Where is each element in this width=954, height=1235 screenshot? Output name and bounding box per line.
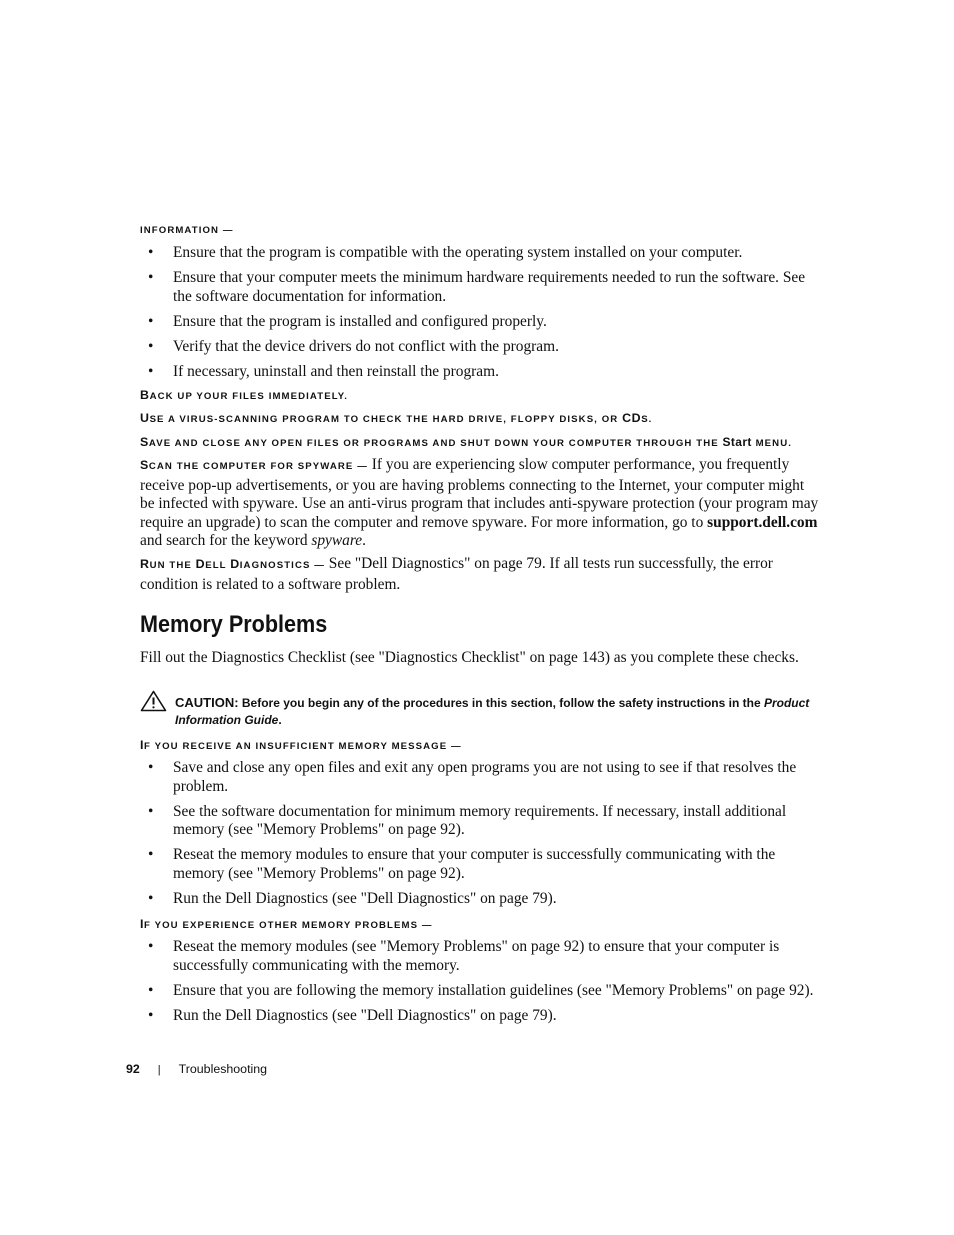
information-list (140, 244, 820, 388)
start-menu-label: Start (722, 435, 752, 449)
insufficient-memory-list (140, 759, 820, 915)
spyware-heading (140, 458, 368, 472)
run-diagnostics-heading (140, 557, 325, 571)
caution-label: CAUTION: (175, 695, 239, 710)
list-item: • See the software documentation for minimum memory requirements. If necessary, install additional memory (see "Memory Problems" on page 92). (140, 803, 820, 840)
heading-initial: D (195, 557, 206, 571)
list-item: • Verify that the device drivers do not conflict with the program. (140, 338, 820, 357)
list-item: • Reseat the memory modules (see "Memory Problems" on page 92) to ensure that your computer is successfully communicating with the memory. (140, 938, 820, 975)
page-footer (126, 1062, 267, 1076)
heading-initial: S (140, 458, 149, 472)
list-item: • Run the Dell Diagnostics (see "Dell Diagnostics" on page 79). (140, 1007, 820, 1026)
heading-initial: CD (622, 411, 642, 425)
warning-triangle-icon (140, 690, 167, 712)
heading-text: ACK UP YOUR FILES IMMEDIATELY. (149, 391, 348, 402)
information-heading: INFORMATION — (140, 225, 234, 236)
heading-text: SE A VIRUS-SCANNING PROGRAM TO CHECK THE HARD DRIVE, FLOPPY DISKS, OR (149, 414, 623, 425)
heading-text: IAGNOSTICS — (239, 560, 325, 571)
list-item: • Ensure that your computer meets the minimum hardware requirements needed to run the software. See the software documentation for information. (140, 269, 820, 306)
heading-initial: R (140, 557, 150, 571)
heading-initial: U (140, 411, 150, 425)
heading-dash: — (353, 461, 368, 472)
support-link[interactable]: support.dell.com (707, 513, 818, 531)
caution-text (175, 694, 815, 729)
list-item: • Reseat the memory modules to ensure that your computer is successfully communicating with the memory (see "Memory Problems" on page 92). (140, 846, 820, 883)
other-memory-list (140, 938, 820, 1032)
paragraph-text: If you are experiencing slow computer performance, you frequently receive pop-up advertisements, or you are having problems connecting to the Internet, your computer might be infected with spyware. Use an anti-virus program that includes anti-spyware protection (your program may require an upgrade) to scan the computer and remove spyware. For more information, go to (140, 456, 819, 531)
list-item: • Save and close any open files and exit any open programs you are not using to see if that resolves the problem. (140, 759, 820, 796)
paragraph-text: . (362, 532, 366, 550)
heading-text: UN THE (149, 560, 196, 571)
footer-separator: | (157, 1064, 161, 1076)
list-item: • Run the Dell Diagnostics (see "Dell Diagnostics" on page 79). (140, 890, 820, 909)
virus-scan-heading (140, 409, 820, 430)
page-title: Memory Problems (140, 611, 328, 638)
footer-section: Troubleshooting (178, 1062, 268, 1076)
heading-text: CAN THE COMPUTER FOR SPYWARE (148, 461, 354, 472)
memory-intro: Fill out the Diagnostics Checklist (see "Diagnostics Checklist" on page 143) as you complete these checks. (140, 649, 799, 666)
heading-initial: D (230, 557, 240, 571)
heading-text: ELL (205, 560, 231, 571)
list-item: • Ensure that the program is installed and configured properly. (140, 313, 820, 332)
other-memory-heading (140, 915, 820, 936)
heading-text: MENU. (751, 438, 793, 449)
heading-initial: B (140, 388, 150, 402)
run-diagnostics-paragraph (140, 555, 820, 594)
insufficient-memory-heading (140, 736, 820, 757)
page-number: 92 (126, 1062, 140, 1076)
heading-initial: S (140, 435, 149, 449)
guide-title: Product Information Guide (175, 696, 810, 727)
paragraph-text: See "Dell Diagnostics" on page 79. If all tests run successfully, the error condition is related to a software problem. (140, 555, 773, 593)
list-item: • Ensure that the program is compatible with the operating system installed on your computer. (140, 244, 820, 263)
caution-body: Before you begin any of the procedures in this section, follow the safety instructions in the (238, 696, 764, 710)
list-item: • If necessary, uninstall and then reinstall the program. (140, 363, 820, 382)
heading-text: AVE AND CLOSE ANY OPEN FILES OR PROGRAMS AND SHUT DOWN YOUR COMPUTER THROUGH THE (148, 438, 723, 449)
list-item: • Ensure that you are following the memory installation guidelines (see "Memory Problems" on page 92). (140, 982, 820, 1001)
heading-initial: I (140, 738, 145, 752)
keyword-text: spyware (311, 532, 363, 550)
spyware-paragraph (140, 456, 820, 551)
paragraph-text: and search for the keyword (140, 532, 312, 550)
heading-text: F YOU RECEIVE AN INSUFFICIENT MEMORY MESSAGE — (144, 741, 462, 752)
caution-end: . (278, 713, 282, 727)
heading-text: S. (641, 414, 653, 425)
backup-heading (140, 386, 820, 407)
save-close-heading (140, 433, 820, 454)
heading-text: F YOU EXPERIENCE OTHER MEMORY PROBLEMS — (144, 920, 433, 931)
heading-initial: I (140, 917, 145, 931)
